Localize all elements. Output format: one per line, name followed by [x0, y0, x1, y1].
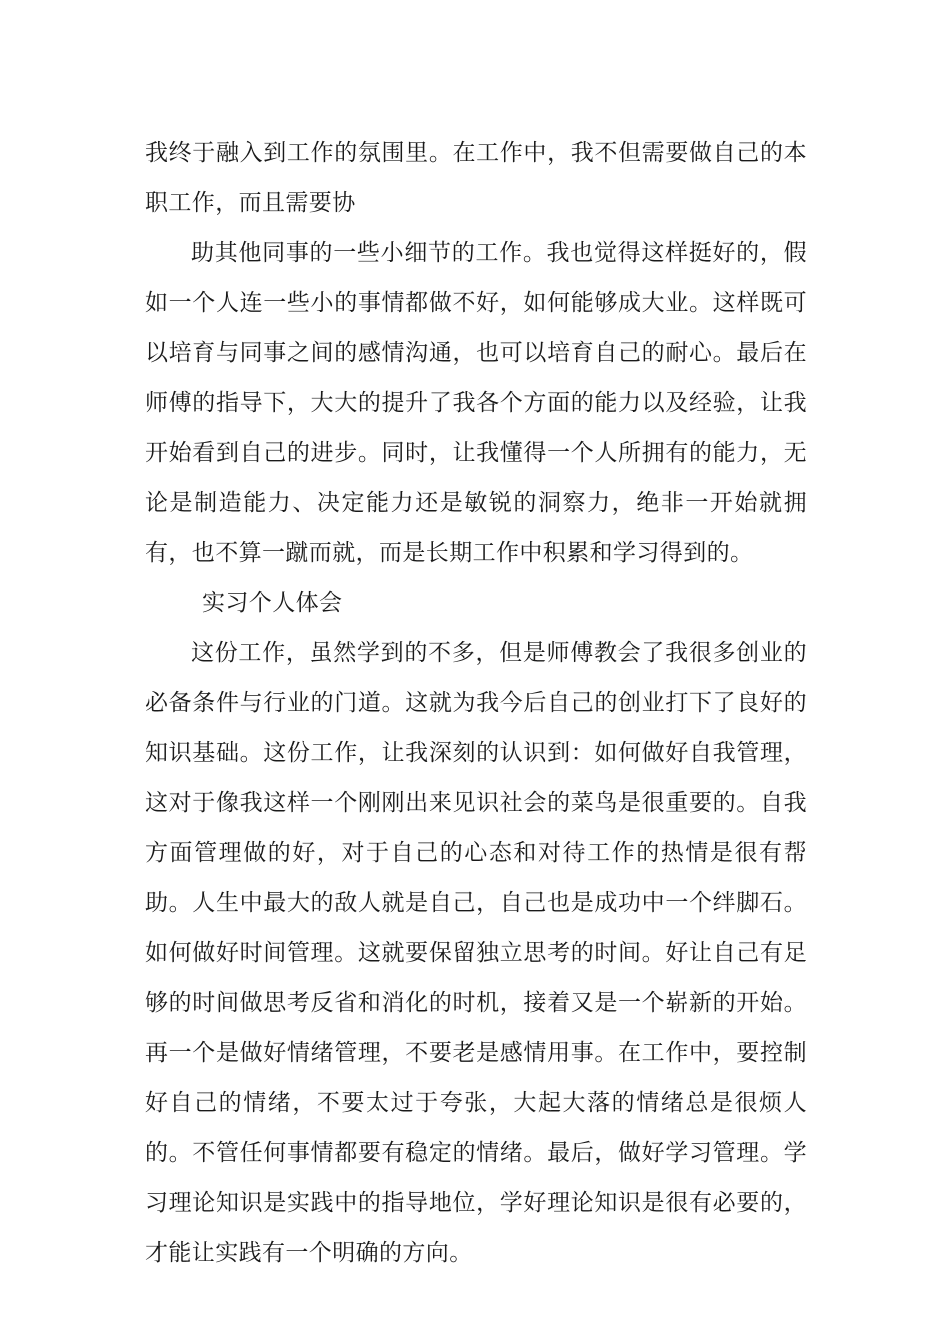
paragraph-continuation: 我终于融入到工作的氛围里。在工作中，我不但需要做自己的本职工作，而且需要协 — [145, 140, 807, 216]
section-heading: 实习个人体会 — [202, 590, 343, 616]
paragraph-personal-experience: 这份工作，虽然学到的不多，但是师傅教会了我很多创业的必备条件与行业的门道。这就为我今后自己的创业打下了良好的知识基础。这份工作，让我深刻的认识到：如何做好自我管理，这对于像我这样一个刚刚出来见识社会的菜鸟是很重要的。自我方面管理做的好，对于自己的心态和对待工作的热情是很有帮助。人生中最大的敌人就是自己，自己也是成功中一个绊脚石。如何做好时间管理。这就要保留独立思考的时间。好让自己有足够的时间做思考反省和消化的时机，接着又是一个崭新的开始。再一个是做好情绪管理，不要老是感情用事。在工作中，要控制好自己的情绪，不要太过于夸张，大起大落的情绪总是很烦人的。不管任何事情都要有稳定的情绪。最后，做好学习管理。学习理论知识是实践中的指导地位，学好理论知识是很有必要的，才能让实践有一个明确的方向。 — [145, 640, 807, 1266]
document-body — [145, 128, 807, 1278]
paragraph-colleague-help: 助其他同事的一些小细节的工作。我也觉得这样挺好的，假如一个人连一些小的事情都做不好，如何能够成大业。这样既可以培育与同事之间的感情沟通，也可以培育自己的耐心。最后在师傅的指导下，大大的提升了我各个方面的能力以及经验，让我开始看到自己的进步。同时，让我懂得一个人所拥有的能力，无论是制造能力、决定能力还是敏锐的洞察力，绝非一开始就拥有，也不算一蹴而就，而是长期工作中积累和学习得到的。 — [145, 240, 807, 566]
